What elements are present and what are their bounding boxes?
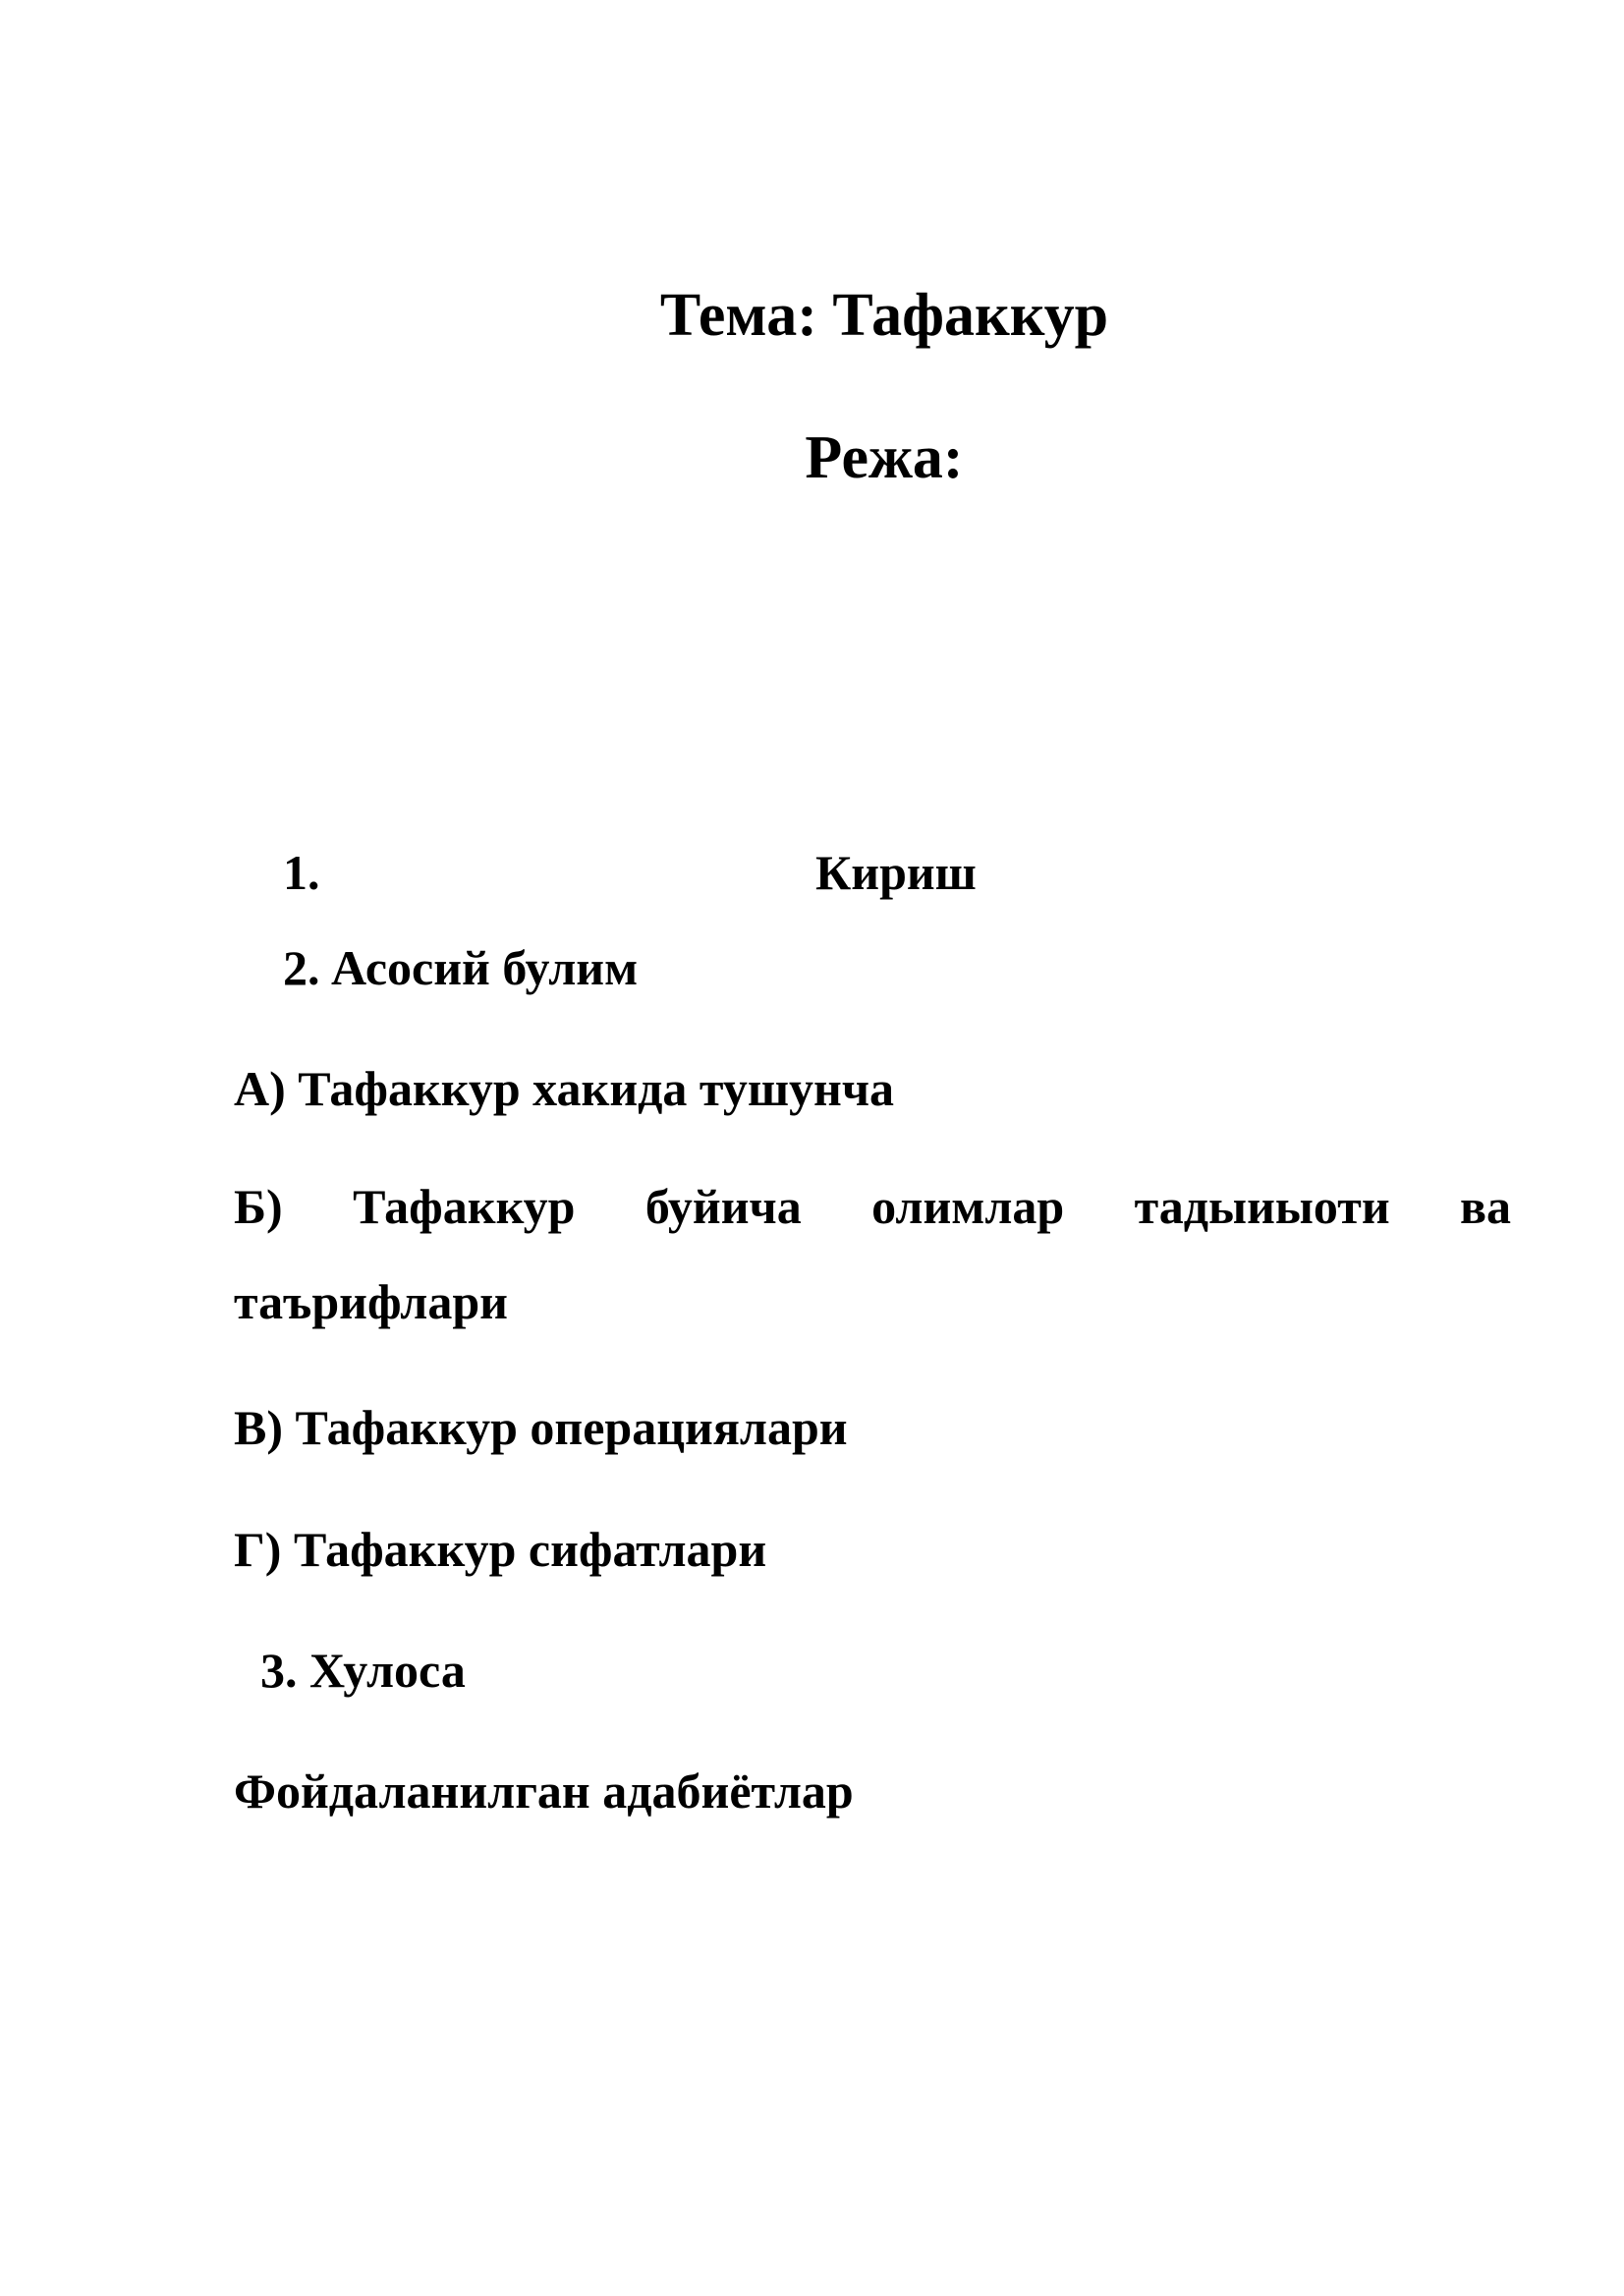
- intro-number: 1.: [283, 845, 320, 900]
- plan-item-conclusion: 3. Хулоса: [260, 1643, 466, 1698]
- plan-item-b-word: тадыиыоти: [1134, 1179, 1390, 1234]
- plan-item-a: А) Тафаккур хакида тушунча: [234, 1061, 895, 1116]
- plan-item-b-word: буйича: [644, 1179, 802, 1234]
- plan-item-b-word: ва: [1459, 1179, 1511, 1234]
- plan-item-b-continuation: таърифлари: [234, 1274, 508, 1329]
- plan-item-b-word: олимлар: [871, 1179, 1065, 1234]
- main-number: 2.: [283, 940, 320, 995]
- plan-item-g: Г) Тафаккур сифатлари: [234, 1522, 767, 1577]
- plan-item-b-word: Тафаккур: [353, 1179, 576, 1234]
- intro-label: Кириш: [815, 845, 977, 900]
- main-label: Асосий булим: [331, 940, 639, 995]
- document-title: Тема: Тафаккур: [659, 282, 1109, 349]
- plan-item-references: Фойдаланилган адабиётлар: [234, 1764, 854, 1819]
- plan-item-b-word: Б): [234, 1179, 283, 1234]
- plan-item-b: [234, 1179, 1511, 1234]
- plan-item-v: В) Тафаккур операциялари: [234, 1400, 848, 1455]
- plan-heading: Режа:: [805, 424, 964, 491]
